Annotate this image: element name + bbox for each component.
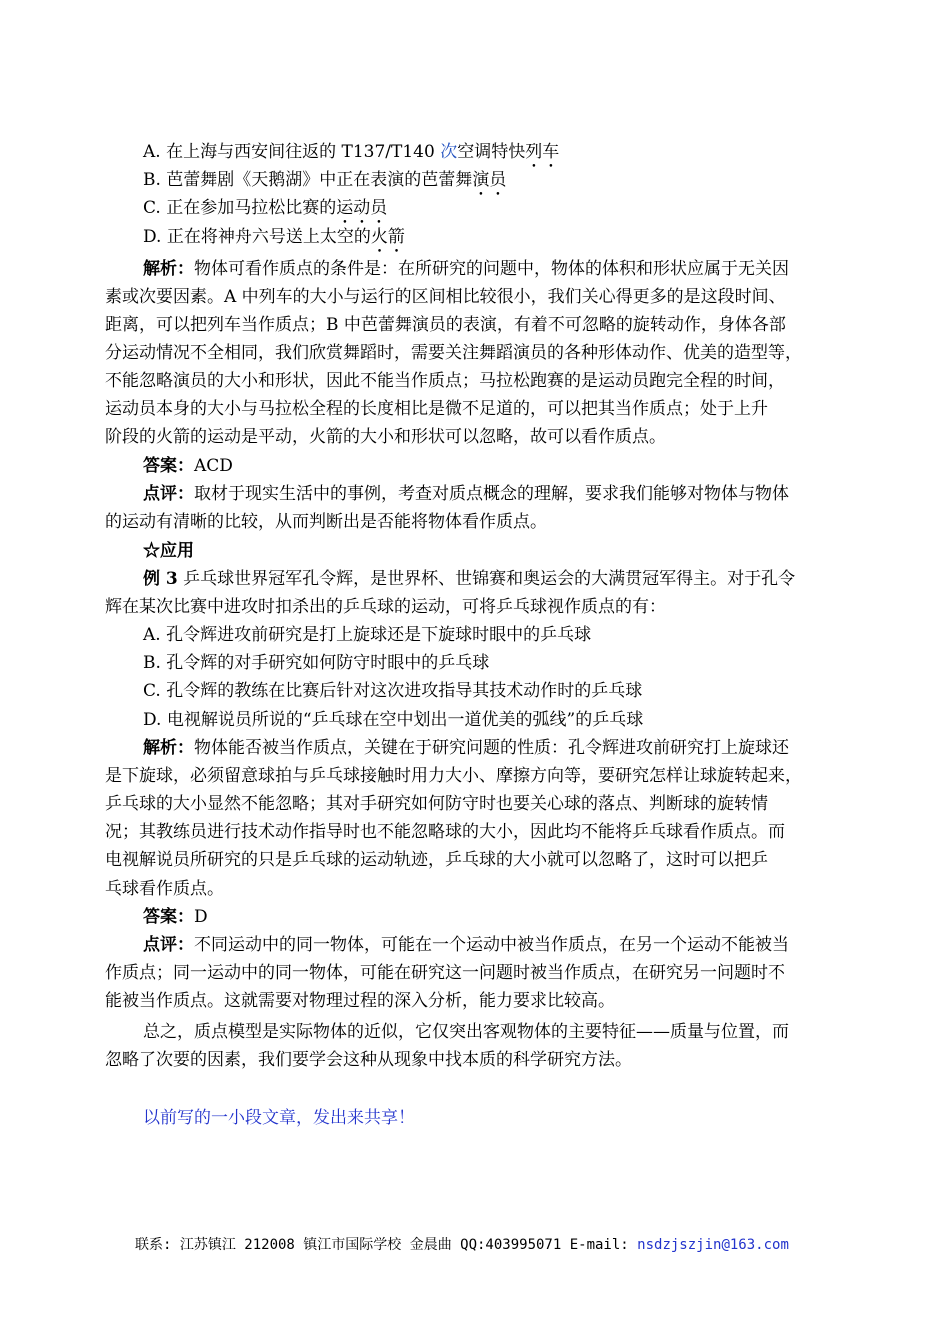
footer-contact bbox=[135, 1236, 789, 1254]
analysis3-line-4: 电视解说员所研究的只是乒乓球的运动轨迹，乒乓球的大小就可以忽略了，这时可以把乒 bbox=[105, 850, 768, 870]
share-note: 以前写的一小段文章，发出来共享！ bbox=[143, 1108, 415, 1128]
option-a-emph-2: 车 bbox=[542, 142, 560, 162]
analysis3-line-0 bbox=[143, 737, 950, 759]
analysis3-line-1: 是下旋球，必须留意球拍与乒乓球接触时用力大小、摩擦方向等，要研究怎样让球旋转起来， bbox=[105, 766, 802, 786]
analysis1-label: 解析： bbox=[143, 259, 194, 279]
example3-option-c: C. 孔令辉的教练在比赛后针对这次进攻指导其技术动作时的乒乓球 bbox=[143, 681, 643, 701]
option-b-emph-1: 演 bbox=[472, 170, 490, 190]
answer3-label: 答案： bbox=[143, 907, 194, 927]
analysis1-line-0 bbox=[143, 258, 950, 280]
example3-option-b: B. 孔令辉的对手研究如何防守时眼中的乒乓球 bbox=[143, 653, 490, 673]
option-c-emph-1: 运 bbox=[336, 198, 354, 218]
analysis3-line-3: 况；其教练员进行技术动作指导时也不能忽略球的大小，因此均不能将乒乓球看作质点。而 bbox=[105, 822, 785, 842]
analysis3-line-2: 乒乓球的大小显然不能忽略；其对手研究如何防守时也要关心球的落点、判断球的旋转情 bbox=[105, 794, 768, 814]
footer-email-link[interactable]: nsdzjszjin@163.com bbox=[637, 1237, 789, 1253]
analysis1-line-1: 素或次要因素。A 中列车的大小与运行的区间相比较很小，我们关心得更多的是这段时间、 bbox=[105, 287, 786, 307]
option-a bbox=[143, 141, 950, 172]
analysis1-line-4: 不能忽略演员的大小和形状，因此不能当作质点；马拉松跑赛的是运动员跑完全程的时间， bbox=[105, 371, 785, 391]
option-d-emph-1: 火 bbox=[370, 227, 388, 247]
answer3-value: D bbox=[194, 907, 208, 927]
answer1-label: 答案： bbox=[143, 456, 194, 476]
analysis3-label: 解析： bbox=[143, 738, 194, 758]
option-b bbox=[143, 169, 950, 200]
comment3-line-2: 能被当作质点。这就需要对物理过程的深入分析，能力要求比较高。 bbox=[105, 991, 615, 1011]
example3-label: 例 3 bbox=[143, 569, 178, 589]
example3-line-0 bbox=[143, 568, 950, 590]
option-d bbox=[143, 226, 950, 257]
option-b-emph-2: 员 bbox=[489, 170, 507, 190]
comment1-line-0 bbox=[143, 483, 950, 505]
option-d-text: D. 正在将神舟六号送上太空的 bbox=[143, 227, 371, 247]
analysis3-text: 物体能否被当作质点，关键在于研究问题的性质：孔令辉进攻前研究打上旋球还 bbox=[194, 738, 789, 758]
option-a-ci: 次 bbox=[440, 142, 458, 162]
analysis1-line-3: 分运动情况不全相同，我们欣赏舞蹈时，需要关注舞蹈演员的各种形体动作、优美的造型等， bbox=[105, 343, 802, 363]
analysis3-line-5: 乓球看作质点。 bbox=[105, 879, 224, 899]
comment3-line-1: 作质点；同一运动中的同一物体，可能在研究这一问题时被当作质点，在研究另一问题时不 bbox=[105, 963, 785, 983]
option-b-text: B. 芭蕾舞剧《天鹅湖》中正在表演的芭蕾舞 bbox=[143, 170, 473, 190]
answer1-value: ACD bbox=[194, 456, 233, 476]
option-c-emph-2: 动 bbox=[353, 198, 371, 218]
comment3-label: 点评： bbox=[143, 935, 194, 955]
footer-text: 联系: 江苏镇江 212008 镇江市国际学校 金晨曲 QQ:403995071 E-mail: bbox=[135, 1237, 638, 1253]
example3-line-1: 辉在某次比赛中进攻时扣杀出的乒乓球的运动，可将乒乓球视作质点的有： bbox=[105, 597, 666, 617]
option-c bbox=[143, 197, 950, 228]
comment1-text: 取材于现实生活中的事例，考查对质点概念的理解，要求我们能够对物体与物体 bbox=[194, 484, 789, 504]
summary-line-0: 总之，质点模型是实际物体的近似，它仅突出客观物体的主要特征——质量与位置，而 bbox=[143, 1022, 789, 1042]
analysis1-text: 物体可看作质点的条件是：在所研究的问题中，物体的体积和形状应属于无关因 bbox=[194, 259, 789, 279]
example3-option-a: A. 孔令辉进攻前研究是打上旋球还是下旋球时眼中的乒乓球 bbox=[143, 625, 592, 645]
option-a-emph-1: 列 bbox=[525, 142, 543, 162]
option-d-emph-2: 箭 bbox=[387, 227, 405, 247]
comment1-line-1: 的运动有清晰的比较，从而判断出是否能将物体看作质点。 bbox=[105, 512, 547, 532]
answer1 bbox=[143, 455, 950, 477]
comment3-text: 不同运动中的同一物体，可能在一个运动中被当作质点，在另一个运动不能被当 bbox=[194, 935, 789, 955]
comment1-label: 点评： bbox=[143, 484, 194, 504]
option-a-mid: 空调特快 bbox=[457, 142, 526, 162]
analysis1-line-6: 阶段的火箭的运动是平动，火箭的大小和形状可以忽略，故可以看作质点。 bbox=[105, 427, 666, 447]
analysis1-line-5: 运动员本身的大小与马拉松全程的长度相比是微不足道的，可以把其当作质点；处于上升 bbox=[105, 399, 768, 419]
example3-option-d: D. 电视解说员所说的“乒乓球在空中划出一道优美的弧线”的乒乓球 bbox=[143, 710, 644, 730]
section-heading: ☆应用 bbox=[143, 541, 194, 561]
comment3-line-0 bbox=[143, 934, 950, 956]
summary-line-1: 忽略了次要的因素，我们要学会这种从现象中找本质的科学研究方法。 bbox=[105, 1050, 632, 1070]
option-c-emph-3: 员 bbox=[370, 198, 388, 218]
analysis1-line-2: 距离，可以把列车当作质点；B 中芭蕾舞演员的表演，有着不可忽略的旋转动作，身体各部 bbox=[105, 315, 786, 335]
example3-text: 乒乓球世界冠军孔令辉，是世界杯、世锦赛和奥运会的大满贯冠军得主。对于孔令 bbox=[177, 569, 796, 589]
option-c-text: C. 正在参加马拉松比赛的 bbox=[143, 198, 337, 218]
answer3 bbox=[143, 906, 950, 928]
option-a-text: A. 在上海与西安间往返的 T137/T140 bbox=[143, 142, 441, 162]
